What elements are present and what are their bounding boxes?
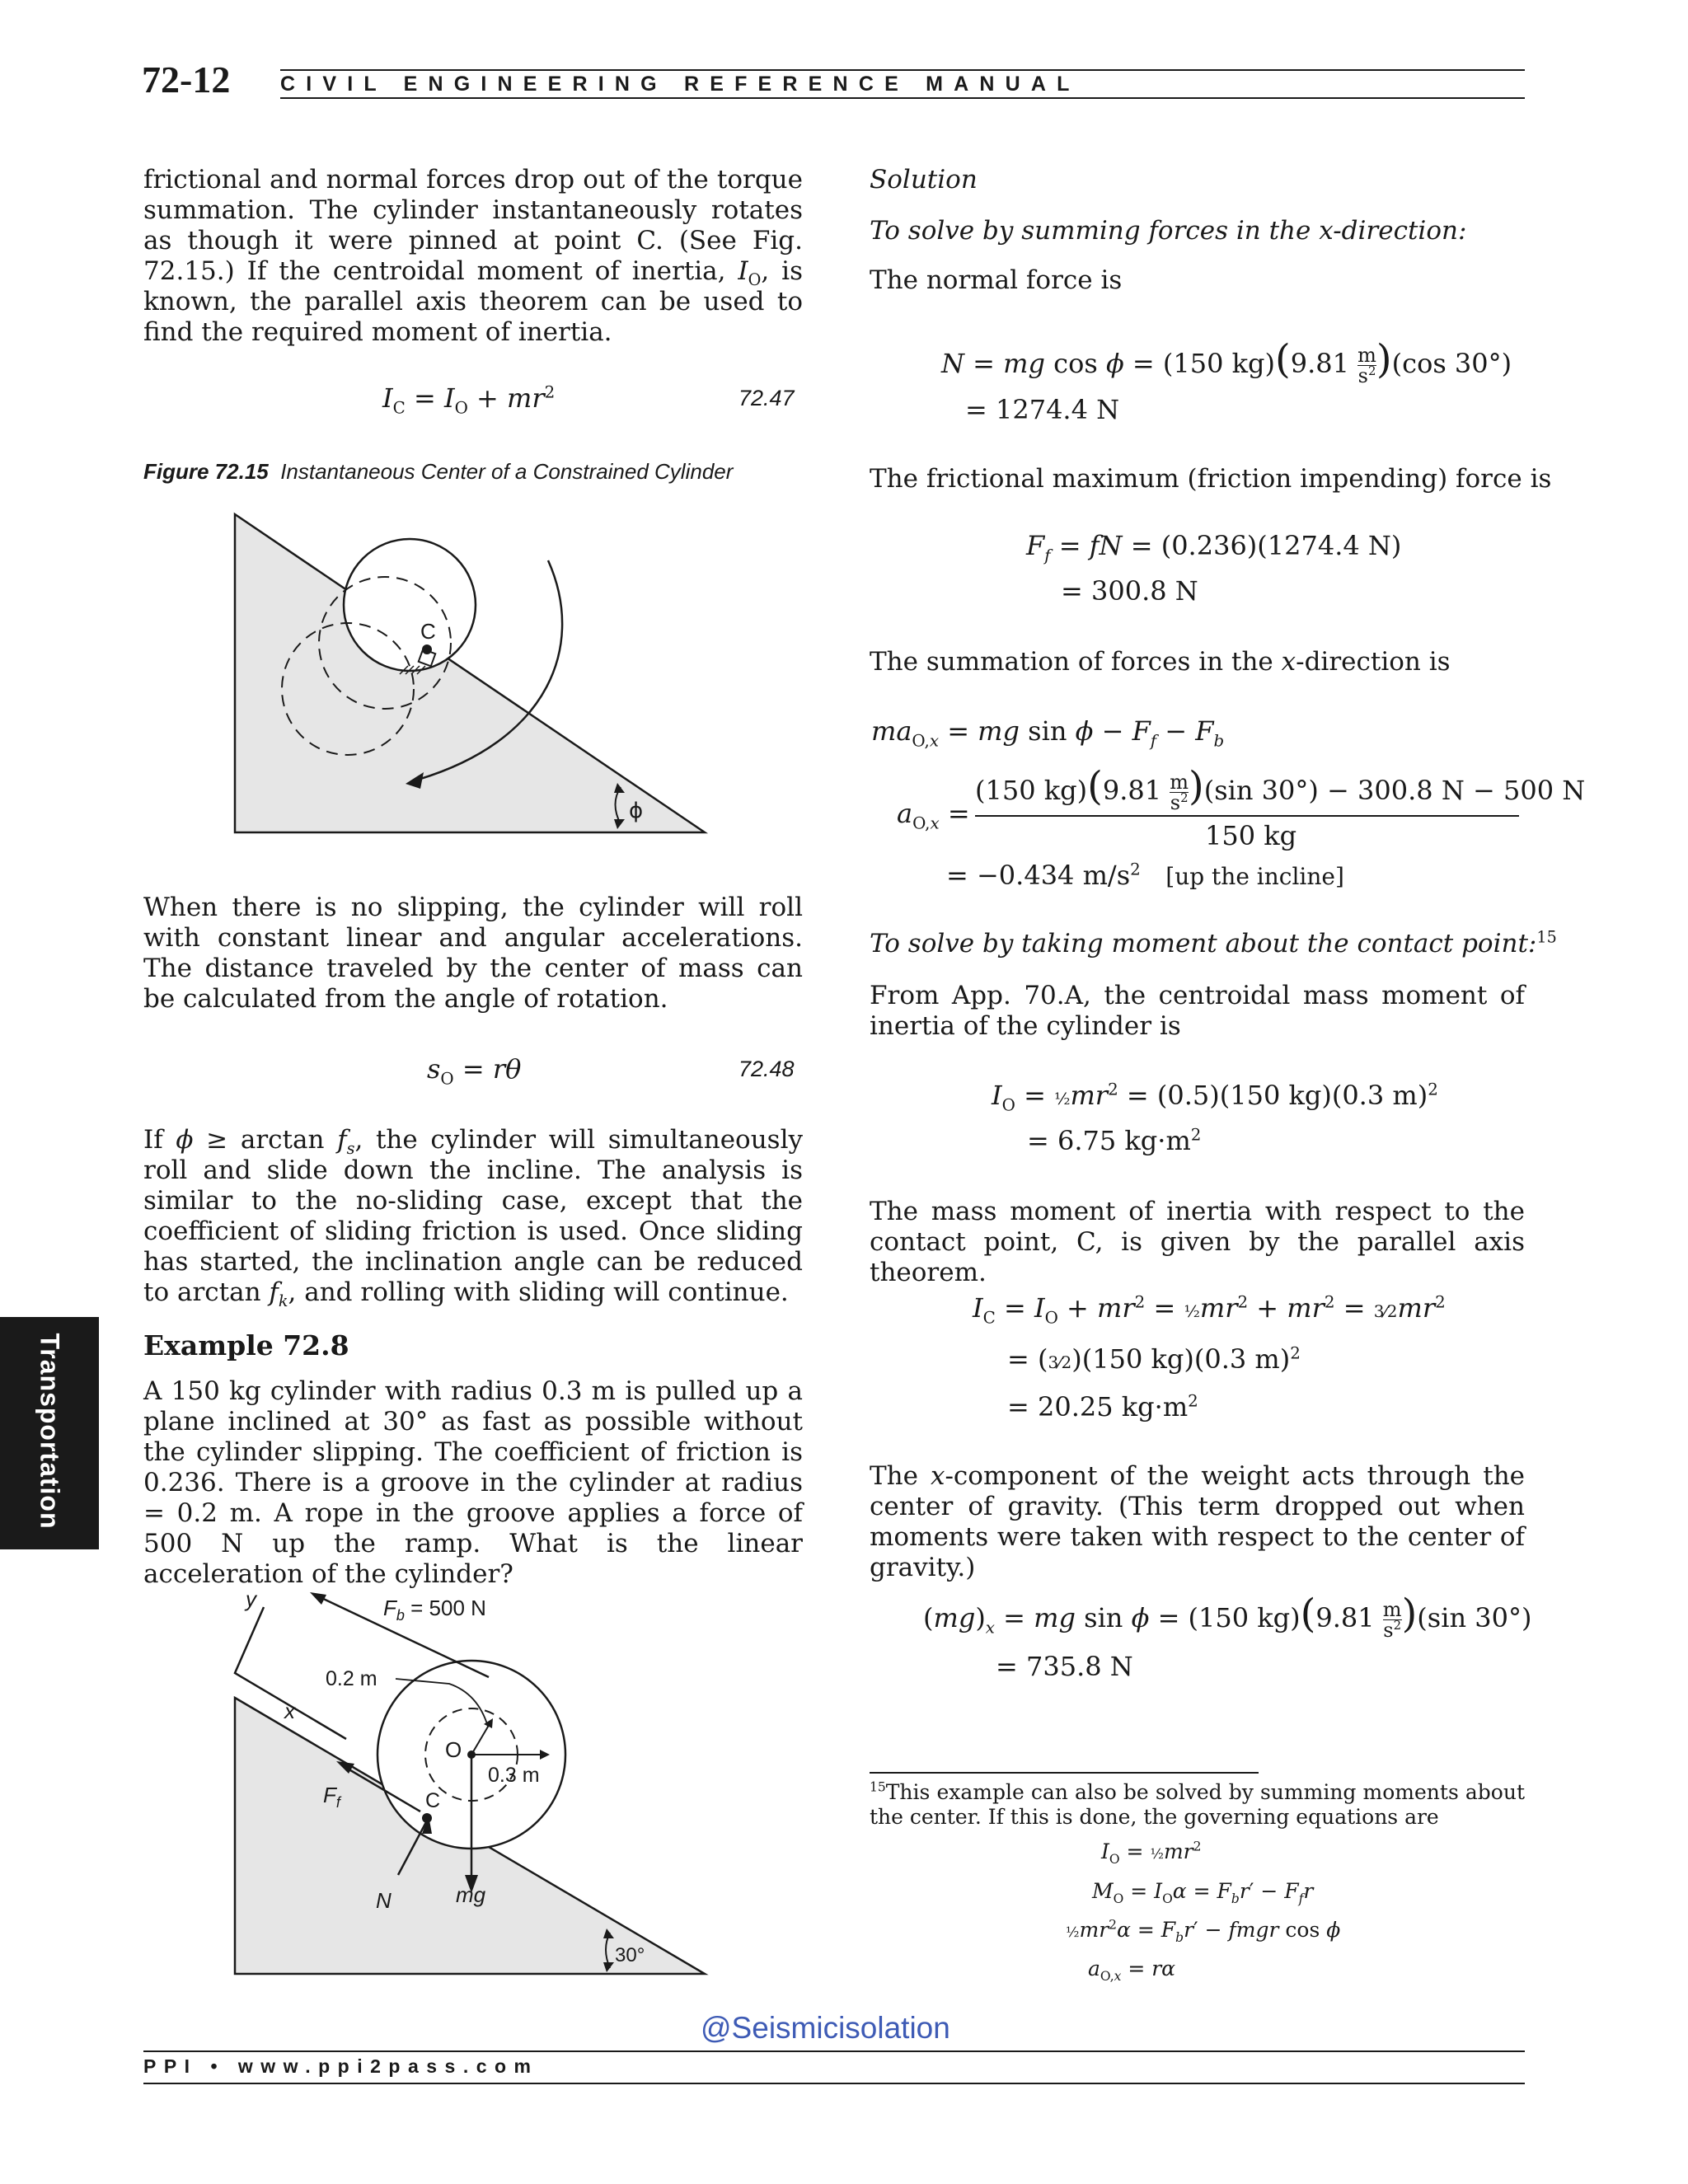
equation-72-47: $I_C = I_O + mr^2$ bbox=[382, 382, 556, 418]
eq-contact-3: = 20.25 $kg\cdot m^2$ bbox=[1007, 1391, 1198, 1422]
running-title: CIVIL ENGINEERING REFERENCE MANUAL bbox=[280, 73, 1081, 96]
footnote-15 bbox=[870, 1780, 1525, 1830]
eq-contact-2: = (3⁄2)(150 kg)(0.3 m)$^2$ bbox=[1007, 1343, 1301, 1375]
example-diagram bbox=[223, 1586, 725, 1990]
footnote-eq-1: $I_O$ = $\frac{1}{2}mr^2$ bbox=[1101, 1839, 1202, 1867]
side-tab-label: Transportation bbox=[35, 1333, 65, 1530]
footnote-eq-4: $a_{O,x} = r\alpha$ bbox=[1088, 1957, 1176, 1984]
eq-normal-2: = 1274.4 N bbox=[965, 394, 1120, 425]
footnote-number: 15 bbox=[870, 1779, 886, 1795]
figure-15-point-label: C bbox=[420, 619, 436, 644]
footnote-rule bbox=[870, 1772, 1259, 1774]
header-rule-bottom bbox=[280, 97, 1525, 99]
subheading-moments-text: To solve by taking moment about the contact point: bbox=[870, 929, 1537, 958]
eq-weight-1: $(mg)_x$ = mg sin ϕ = (150 kg)(9.81 $\frac{m}{s^2}$ )(sin 30°) bbox=[923, 1591, 1532, 1642]
figure-15-title: Instantaneous Center of a Constrained Cylinder bbox=[280, 459, 734, 484]
example-title: Example 72.8 bbox=[143, 1329, 349, 1361]
equation-number-72-48: 72.48 bbox=[738, 1057, 795, 1081]
watermark: @Seismicisolation bbox=[701, 2011, 950, 2045]
eq-normal-1: N = mg cos ϕ = (150 kg)(9.81 $\frac{m}{s^2}$ )(cos 30°) bbox=[941, 336, 1512, 387]
left-para-1: frictional and normal forces drop out of the torque summation. The cylinder instantaneously rotates as though it were pinned at point C. (See Fig. 72.15.) If the centroidal moment of inertia, $I_O$, is known, the parallel axis theorem can be used to find the required moment of inertia. bbox=[143, 165, 804, 347]
axis-x-label: x bbox=[284, 1699, 295, 1723]
eq-weight-2: = 735.8 N bbox=[996, 1651, 1133, 1682]
normal-force-intro: The normal force is bbox=[870, 265, 1123, 295]
equation-number-72-47: 72.47 bbox=[738, 386, 795, 410]
footnote-text: This example can also be solved by summing moments about the center. If this is done, the governing equations are bbox=[870, 1780, 1525, 1829]
eq-contact-1: $I_C = I_O + mr^2$ = $\frac{1}{2}mr^2 + mr^2$ = $3⁄2mr^2$ bbox=[973, 1292, 1446, 1328]
normal-force-label: N bbox=[376, 1888, 392, 1913]
header-rule-top bbox=[280, 69, 1525, 71]
eq-sum-3: = −0.434 $m/s^2$ [up the incline] bbox=[946, 860, 1344, 891]
eq-sum-2-numerator: (150 kg)(9.81 $\frac{m}{s^2}$ )(sin 30°) − 300.8 N − 500 N bbox=[975, 763, 1586, 814]
contact-label: C bbox=[425, 1789, 441, 1812]
weight-label: mg bbox=[456, 1882, 486, 1907]
solution-heading: Solution bbox=[870, 165, 978, 194]
equation-72-48: $s_O = r\theta$ bbox=[427, 1053, 522, 1089]
eq-inertia-1: $I_O$ = $\frac{1}{2}mr^2 = (0.5)(150$ kg)(0.3 m)$^2$ bbox=[992, 1080, 1438, 1115]
friction-intro: The frictional maximum (friction impending) force is bbox=[870, 464, 1552, 494]
subheading-moments bbox=[870, 929, 1557, 958]
page-number: 72-12 bbox=[142, 59, 231, 101]
eq-friction-1: $F_f$ = fN = (0.236)(1274.4 N) bbox=[1026, 530, 1402, 565]
radius-outer-label: 0.3 m bbox=[488, 1764, 540, 1787]
footer-text: PPI • www.ppi2pass.com bbox=[143, 2055, 539, 2077]
footnote-ref-15: 15 bbox=[1536, 927, 1557, 947]
weight-intro: The x-component of the weight acts through the center of gravity. (This term dropped out when moments were taken with respect to the center of gravity.) bbox=[870, 1461, 1526, 1582]
radius-inner-label: 0.2 m bbox=[326, 1667, 377, 1690]
figure-15-angle-label: ϕ bbox=[629, 799, 644, 823]
subheading-forces: To solve by summing forces in the x-direction: bbox=[870, 216, 1467, 246]
footer-rule-top bbox=[143, 2050, 1525, 2052]
eq-friction-2: = 300.8 N bbox=[1061, 575, 1198, 607]
axis-y-label: y bbox=[246, 1586, 256, 1611]
force-fb-label: $F_b = 500$ N bbox=[383, 1596, 486, 1624]
friction-label: $F_f$ bbox=[323, 1783, 340, 1811]
center-label: O bbox=[445, 1737, 462, 1762]
footnote-eq-2: $M_O = I_O\alpha = F_br' - F_fr$ bbox=[1092, 1879, 1314, 1906]
figure-15-caption bbox=[143, 459, 733, 485]
eq-sum-2-lhs: $a_{O,x}$ = bbox=[897, 798, 970, 833]
eq-sum-2-fraction-bar bbox=[975, 815, 1519, 817]
eq-sum-1: $ma_{O,x}$ = mg $\sin \phi - F_f - F_b$ bbox=[871, 715, 1225, 751]
figure-15-diagram bbox=[223, 503, 717, 849]
left-para-2: When there is no slipping, the cylinder will roll with constant linear and angular accelerations. The distance traveled by the center of mass can be calculated from the angle of rotation. bbox=[143, 893, 803, 1014]
mass-intro: The mass moment of inertia with respect to the contact point, C, is given by the parallel axis theorem. bbox=[870, 1197, 1525, 1287]
left-para-3: If $\phi \ge \arctan f_s$, the cylinder will simultaneously roll and slide down the incline. The analysis is similar to the no-sliding case, except that the coefficient of sliding friction is used. Once sliding has started, the inclination angle can be reduced to $\arctan f_k$, and rolling with sliding will continue. bbox=[143, 1125, 804, 1311]
eq-sum-3-note: [up the incline] bbox=[1165, 863, 1344, 890]
app-intro: From App. 70.A, the centroidal mass moment of inertia of the cylinder is bbox=[870, 981, 1525, 1041]
example-text: A 150 kg cylinder with radius 0.3 m is pulled up a plane inclined at 30° as fast as possible without the cylinder slipping. The coefficient of friction is 0.236. There is a groove in the cylinder at radius = 0.2 m. A rope in the groove applies a force of 500 N up the ramp. What is the linear acceleration of the cylinder? bbox=[143, 1376, 803, 1589]
footer-rule-bottom bbox=[143, 2083, 1525, 2084]
figure-15-label: Figure 72.15 bbox=[143, 459, 269, 484]
incline-angle-label: 30° bbox=[615, 1944, 645, 1966]
eq-sum-2-denominator: 150 kg bbox=[1205, 820, 1297, 851]
eq-inertia-2: = 6.75 $kg\cdot m^2$ bbox=[1027, 1125, 1202, 1156]
footnote-eq-3: $\frac{1}{2}mr^2\alpha = F_br'$ − fmgr cos ϕ bbox=[1066, 1917, 1341, 1945]
summation-intro: The summation of forces in the x-direction is bbox=[870, 647, 1451, 677]
